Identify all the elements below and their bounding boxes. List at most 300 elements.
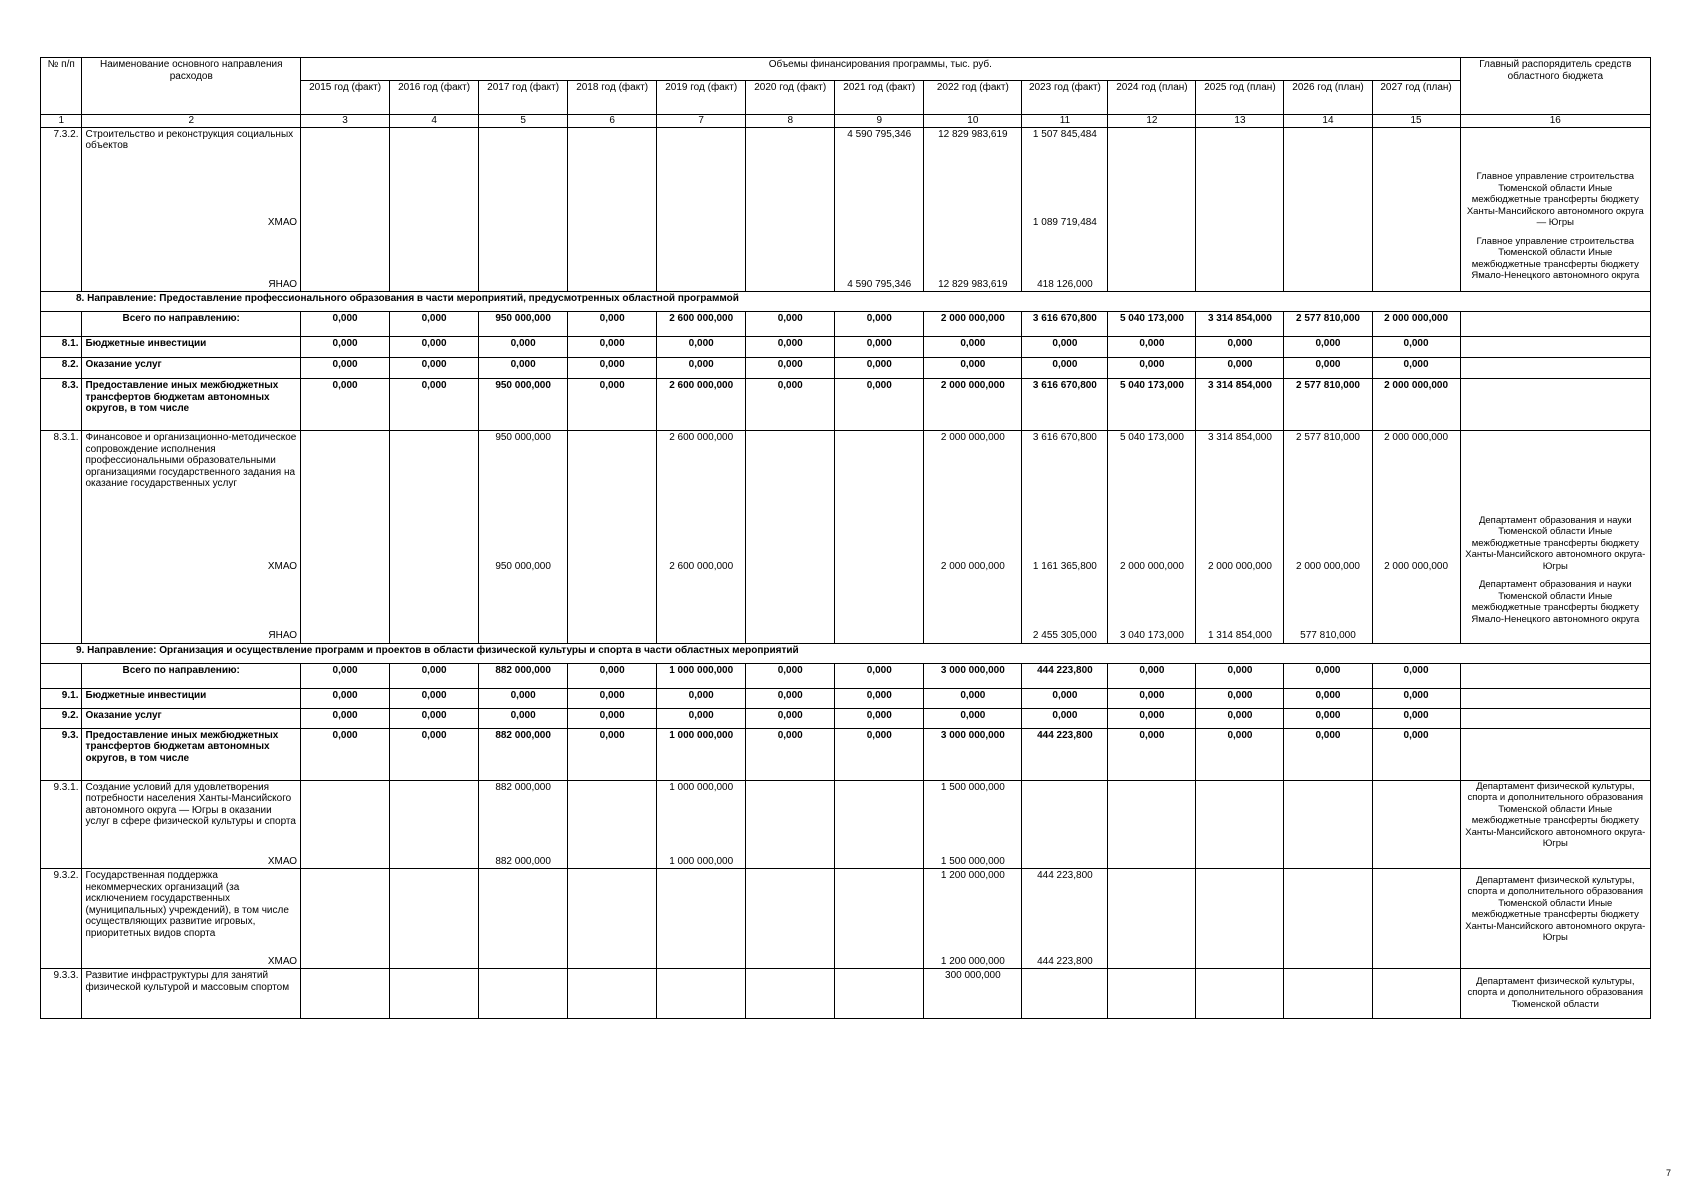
value-cell: 0,000 [835,312,924,337]
column-number: 1 [41,115,82,128]
value-cell: 950 000,000 [479,509,568,574]
table-row [41,573,1651,643]
column-number: 15 [1372,115,1460,128]
column-number: 3 [301,115,390,128]
value-cell: 2 000 000,000 [1372,431,1460,509]
value-cell: 3 314 854,000 [1196,312,1284,337]
owner-cell [1460,337,1650,358]
value-cell: 2 600 000,000 [657,431,746,509]
row-index: 8.3.1. [41,431,82,509]
value-cell [1196,969,1284,1019]
value-cell [568,951,657,969]
value-cell: 0,000 [1284,728,1372,780]
row-index: 9.3.2. [41,869,82,951]
value-cell: 0,000 [1108,337,1196,358]
value-cell: 12 829 983,619 [924,127,1022,165]
value-cell: 882 000,000 [479,728,568,780]
value-cell [568,165,657,230]
column-number: 13 [1196,115,1284,128]
column-number: 6 [568,115,657,128]
table-row [41,165,1651,230]
owner-cell [1460,312,1650,337]
value-cell [835,869,924,951]
value-cell [1108,969,1196,1019]
header-year: 2018 год (факт) [568,81,657,115]
value-cell: 882 000,000 [479,851,568,869]
value-cell: 0,000 [924,337,1022,358]
value-cell: 444 223,800 [1022,728,1108,780]
value-cell: 0,000 [301,728,390,780]
value-cell: 0,000 [1108,688,1196,708]
value-cell: 0,000 [746,688,835,708]
value-cell: 0,000 [390,688,479,708]
value-cell: 0,000 [835,358,924,379]
row-name: Бюджетные инвестиции [82,337,301,358]
value-cell: 3 040 173,000 [1108,573,1196,643]
value-cell [390,780,479,851]
value-cell: 0,000 [1196,358,1284,379]
value-cell [1196,851,1284,869]
header-year: 2016 год (факт) [390,81,479,115]
table-row [41,337,1651,358]
value-cell [746,573,835,643]
value-cell [657,573,746,643]
column-number: 11 [1022,115,1108,128]
owner-cell: Департамент физической культуры, спорта и дополнительного образования Тюменской области Иные межбюджетные трансферты бюджету Ханты-Мансийского автономного округа-Югры [1460,869,1650,951]
value-cell: 577 810,000 [1284,573,1372,643]
header-year: 2023 год (факт) [1022,81,1108,115]
value-cell: 2 577 810,000 [1284,431,1372,509]
value-cell: 0,000 [1196,728,1284,780]
value-cell: 0,000 [746,337,835,358]
owner-cell [1460,688,1650,708]
row-name: ХМАО [82,851,301,869]
row-name: Бюджетные инвестиции [82,688,301,708]
value-cell [657,127,746,165]
value-cell: 2 600 000,000 [657,312,746,337]
value-cell: 0,000 [1108,728,1196,780]
value-cell: 0,000 [1108,708,1196,728]
value-cell: 0,000 [1372,688,1460,708]
value-cell: 0,000 [301,312,390,337]
row-name: Строительство и реконструкция социальных объектов [82,127,301,165]
value-cell: 0,000 [924,358,1022,379]
table-row [41,127,1651,165]
owner-cell [1460,951,1650,969]
row-index [41,951,82,969]
value-cell: 1 314 854,000 [1196,573,1284,643]
owner-cell [1460,728,1650,780]
value-cell [746,165,835,230]
row-name: Предоставление иных межбюджетных трансфертов бюджетам автономных округов, в том числе [82,379,301,431]
value-cell: 2 000 000,000 [924,509,1022,574]
value-cell: 0,000 [835,708,924,728]
value-cell: 0,000 [746,312,835,337]
value-cell [390,851,479,869]
value-cell: 0,000 [1196,688,1284,708]
row-index [41,165,82,230]
value-cell: 0,000 [479,337,568,358]
value-cell [1284,869,1372,951]
value-cell [835,969,924,1019]
value-cell: 2 577 810,000 [1284,379,1372,431]
value-cell: 2 000 000,000 [1372,379,1460,431]
value-cell: 1 500 000,000 [924,780,1022,851]
row-index: 9.2. [41,708,82,728]
value-cell: 1 200 000,000 [924,951,1022,969]
value-cell: 0,000 [301,379,390,431]
value-cell [924,573,1022,643]
value-cell: 0,000 [568,728,657,780]
value-cell: 0,000 [568,379,657,431]
value-cell [1022,780,1108,851]
direction-title: 8. Направление: Предоставление профессионального образования в части мероприятий, предусмотренных областной программой [41,292,1651,312]
value-cell: 1 000 000,000 [657,851,746,869]
value-cell: 0,000 [1284,358,1372,379]
value-cell: 0,000 [835,663,924,688]
value-cell [301,230,390,292]
column-number: 4 [390,115,479,128]
value-cell [835,431,924,509]
value-cell [1108,951,1196,969]
value-cell [1196,780,1284,851]
owner-cell: Департамент физической культуры, спорта и дополнительного образования Тюменской области Иные межбюджетные трансферты бюджету Ханты-Мансийского автономного округа-Югры [1460,780,1650,851]
value-cell: 0,000 [479,358,568,379]
value-cell [746,851,835,869]
value-cell [390,969,479,1019]
value-cell: 0,000 [1196,708,1284,728]
page-number: 7 [1665,1168,1671,1178]
value-cell: 1 500 000,000 [924,851,1022,869]
value-cell: 3 616 670,800 [1022,312,1108,337]
value-cell [568,127,657,165]
value-cell: 444 223,800 [1022,951,1108,969]
value-cell [1108,127,1196,165]
value-cell [568,851,657,869]
value-cell: 0,000 [301,663,390,688]
value-cell [657,951,746,969]
owner-cell: Департамент физической культуры, спорта и дополнительного образования Тюменской области [1460,969,1650,1019]
value-cell: 0,000 [657,358,746,379]
table-row [41,708,1651,728]
value-cell: 0,000 [479,708,568,728]
value-cell [301,951,390,969]
owner-cell [1460,379,1650,431]
header-year: 2022 год (факт) [924,81,1022,115]
value-cell: 0,000 [1284,663,1372,688]
row-index [41,573,82,643]
value-cell [835,165,924,230]
value-cell [1372,165,1460,230]
table-row [41,358,1651,379]
value-cell [1372,230,1460,292]
value-cell [390,230,479,292]
value-cell: 882 000,000 [479,663,568,688]
row-name: Создание условий для удовлетворения потребности населения Ханты-Мансийского автономного округа — Югры в оказании услуг в сфере физической культуры и спорта [82,780,301,851]
value-cell [1196,127,1284,165]
value-cell: 1 507 845,484 [1022,127,1108,165]
value-cell: 0,000 [1284,708,1372,728]
value-cell: 444 223,800 [1022,663,1108,688]
table-row [41,230,1651,292]
table-row [41,431,1651,509]
owner-cell [1460,127,1650,165]
header-year: 2026 год (план) [1284,81,1372,115]
value-cell [1372,951,1460,969]
value-cell [301,165,390,230]
owner-cell: Департамент образования и науки Тюменской области Иные межбюджетные трансферты бюджету Ямало-Ненецкого автономного округа [1460,573,1650,643]
row-name: ХМАО [82,509,301,574]
value-cell: 3 314 854,000 [1196,379,1284,431]
value-cell: 0,000 [1196,663,1284,688]
value-cell: 0,000 [390,312,479,337]
value-cell: 1 089 719,484 [1022,165,1108,230]
value-cell [568,230,657,292]
value-cell: 4 590 795,346 [835,230,924,292]
value-cell [746,431,835,509]
financing-table [40,57,1651,1019]
direction-title: 9. Направление: Организация и осуществление программ и проектов в области физической культуры и спорта в части областных мероприятий [41,643,1651,663]
value-cell: 0,000 [1372,728,1460,780]
value-cell [1372,851,1460,869]
row-index [41,509,82,574]
owner-cell: Главное управление строительства Тюменской области Иные межбюджетные трансферты бюджету Ямало-Ненецкого автономного округа [1460,230,1650,292]
row-index: 9.1. [41,688,82,708]
value-cell [301,127,390,165]
header-no: № п/п [41,58,82,115]
value-cell: 0,000 [1284,688,1372,708]
column-number: 16 [1460,115,1650,128]
value-cell: 0,000 [568,312,657,337]
value-cell: 0,000 [301,337,390,358]
value-cell: 882 000,000 [479,780,568,851]
value-cell [568,869,657,951]
value-cell: 5 040 173,000 [1108,312,1196,337]
value-cell: 0,000 [568,337,657,358]
row-index: 9.3.3. [41,969,82,1019]
value-cell: 0,000 [1284,337,1372,358]
header-year: 2020 год (факт) [746,81,835,115]
value-cell [1372,780,1460,851]
header-name: Наименование основного направления расходов [82,58,301,115]
row-name: ХМАО [82,951,301,969]
value-cell: 0,000 [568,708,657,728]
row-name: ЯНАО [82,230,301,292]
row-name: Финансовое и организационно-методическое сопровождение исполнения профессиональными образовательными организациями государственного задания на оказание государственных услуг [82,431,301,509]
row-name: Развитие инфраструктуры для занятий физической культурой и массовым спортом [82,969,301,1019]
row-name: ХМАО [82,165,301,230]
row-name: ЯНАО [82,573,301,643]
value-cell [390,431,479,509]
owner-cell [1460,708,1650,728]
value-cell [1022,969,1108,1019]
value-cell: 0,000 [746,708,835,728]
value-cell: 0,000 [1196,337,1284,358]
row-index [41,312,82,337]
value-cell [301,509,390,574]
header-year: 2027 год (план) [1372,81,1460,115]
value-cell: 1 000 000,000 [657,728,746,780]
value-cell: 3 314 854,000 [1196,431,1284,509]
value-cell: 3 000 000,000 [924,728,1022,780]
value-cell: 2 000 000,000 [924,431,1022,509]
value-cell [1196,165,1284,230]
value-cell [390,509,479,574]
document-sheet [40,57,1651,1105]
value-cell [835,509,924,574]
value-cell [1108,230,1196,292]
value-cell [835,780,924,851]
value-cell [746,780,835,851]
value-cell [301,969,390,1019]
value-cell: 0,000 [390,379,479,431]
value-cell: 0,000 [1022,688,1108,708]
value-cell [301,431,390,509]
row-name: Государственная поддержка некоммерческих организаций (за исключением государственных (муниципальных) учреждений), в том числе осуществляющих развитие игровых, приоритетных видов спорта [82,869,301,951]
value-cell [746,869,835,951]
header-owner: Главный распорядитель средств областного бюджета [1460,58,1650,115]
value-cell [657,869,746,951]
value-cell [479,127,568,165]
value-cell: 2 000 000,000 [1372,509,1460,574]
value-cell [390,869,479,951]
header-year: 2019 год (факт) [657,81,746,115]
value-cell [1284,969,1372,1019]
value-cell [301,851,390,869]
value-cell [1108,869,1196,951]
value-cell [746,951,835,969]
value-cell [1108,165,1196,230]
value-cell: 0,000 [390,728,479,780]
header-year: 2021 год (факт) [835,81,924,115]
column-number: 5 [479,115,568,128]
table-row [41,663,1651,688]
value-cell: 0,000 [746,728,835,780]
value-cell: 0,000 [657,708,746,728]
table-row [41,780,1651,851]
row-name: Всего по направлению: [82,663,301,688]
value-cell: 2 000 000,000 [1196,509,1284,574]
value-cell: 0,000 [1022,337,1108,358]
value-cell: 0,000 [479,688,568,708]
column-number: 7 [657,115,746,128]
value-cell [1372,969,1460,1019]
row-name: Оказание услуг [82,358,301,379]
table-row [41,869,1651,951]
value-cell: 950 000,000 [479,312,568,337]
header-year: 2015 год (факт) [301,81,390,115]
row-index: 8.3. [41,379,82,431]
value-cell: 2 600 000,000 [657,509,746,574]
value-cell [479,951,568,969]
value-cell [1196,230,1284,292]
value-cell [568,573,657,643]
table-row [41,379,1651,431]
column-number: 12 [1108,115,1196,128]
row-index: 8.1. [41,337,82,358]
value-cell [1284,780,1372,851]
value-cell: 0,000 [746,379,835,431]
value-cell [746,509,835,574]
column-number: 2 [82,115,301,128]
value-cell [1372,127,1460,165]
value-cell: 300 000,000 [924,969,1022,1019]
value-cell [568,969,657,1019]
value-cell: 0,000 [657,688,746,708]
column-number: 9 [835,115,924,128]
value-cell [835,951,924,969]
owner-cell [1460,431,1650,509]
value-cell: 0,000 [835,337,924,358]
value-cell: 0,000 [835,728,924,780]
value-cell [301,780,390,851]
value-cell [479,969,568,1019]
owner-cell [1460,851,1650,869]
value-cell: 2 600 000,000 [657,379,746,431]
value-cell [1284,851,1372,869]
value-cell: 2 000 000,000 [1284,509,1372,574]
column-number: 14 [1284,115,1372,128]
value-cell: 0,000 [924,688,1022,708]
value-cell [1284,230,1372,292]
value-cell: 0,000 [835,688,924,708]
value-cell: 1 000 000,000 [657,780,746,851]
value-cell [1284,951,1372,969]
value-cell: 2 577 810,000 [1284,312,1372,337]
value-cell: 2 455 305,000 [1022,573,1108,643]
header-volumes: Объемы финансирования программы, тыс. руб. [301,58,1461,81]
value-cell [390,573,479,643]
value-cell [924,165,1022,230]
value-cell [1284,165,1372,230]
table-row [41,312,1651,337]
column-number: 8 [746,115,835,128]
value-cell [835,573,924,643]
value-cell: 0,000 [568,358,657,379]
table-row [41,851,1651,869]
value-cell: 2 000 000,000 [924,379,1022,431]
value-cell: 2 000 000,000 [1372,312,1460,337]
owner-cell [1460,358,1650,379]
value-cell: 0,000 [835,379,924,431]
value-cell: 0,000 [1372,663,1460,688]
value-cell: 0,000 [1372,708,1460,728]
value-cell: 0,000 [568,663,657,688]
value-cell [1108,780,1196,851]
value-cell: 950 000,000 [479,379,568,431]
table-row [41,688,1651,708]
value-cell [746,127,835,165]
value-cell [746,230,835,292]
value-cell: 0,000 [746,358,835,379]
value-cell: 3 616 670,800 [1022,431,1108,509]
value-cell [479,573,568,643]
value-cell: 0,000 [924,708,1022,728]
value-cell [301,869,390,951]
value-cell [479,230,568,292]
owner-cell: Департамент образования и науки Тюменской области Иные межбюджетные трансферты бюджету Ханты-Мансийского автономного округа-Югры [1460,509,1650,574]
value-cell [568,780,657,851]
row-index: 7.3.2. [41,127,82,165]
header-year: 2017 год (факт) [479,81,568,115]
value-cell: 5 040 173,000 [1108,431,1196,509]
value-cell [1372,869,1460,951]
value-cell: 0,000 [390,358,479,379]
value-cell: 0,000 [568,688,657,708]
row-name: Всего по направлению: [82,312,301,337]
value-cell: 0,000 [390,337,479,358]
value-cell [657,969,746,1019]
